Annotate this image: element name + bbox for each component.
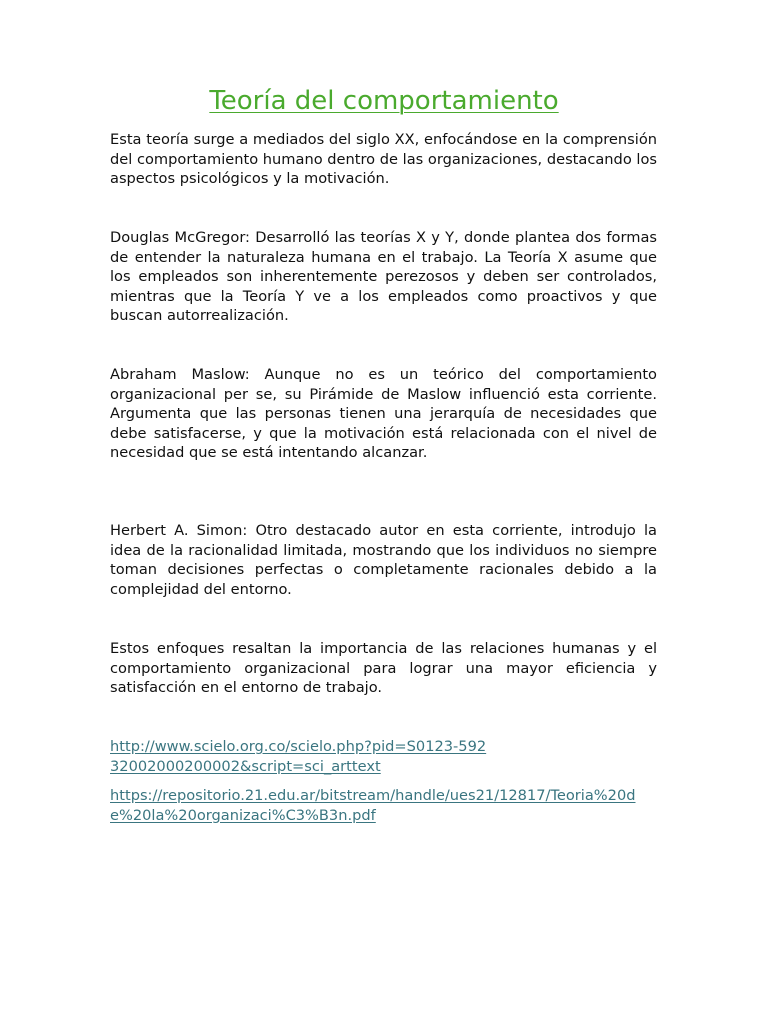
repositorio-link[interactable]: https://repositorio.21.edu.ar/bitstream/handle/ues21/12817/Teoria%20de%20la%20organizaci%C3%B3n.pdf (110, 787, 636, 824)
simon-paragraph: Herbert A. Simon: Otro destacado autor en esta corriente, introdujo la idea de la racionalidad limitada, mostrando que los individuos no siempre toman decisiones perfectas o completamente racionales debido a la complejidad del entorno. (110, 522, 657, 598)
mcgregor-paragraph: Douglas McGregor: Desarrolló las teorías X y Y, donde plantea dos formas de entender la naturaleza humana en el trabajo. La Teoría X asume que los empleados son inherentemente perezosos y deben ser controlados, mientras que la Teoría Y ve a los empleados como proactivos y que buscan autorrealización. (110, 229, 657, 325)
page-title: Teoría del comportamiento (209, 86, 559, 116)
maslow-paragraph: Abraham Maslow: Aunque no es un teórico del comportamiento organizacional per se, su Pirámide de Maslow influenció esta corriente. Argumenta que las personas tienen una jerarquía de necesidades que debe satisfacerse, y que la motivación está relacionada con el nivel de necesidad que se está intentando alcanzar. (110, 366, 657, 462)
intro-paragraph: Esta teoría surge a mediados del siglo XX, enfocándose en la comprensión del comportamiento humano dentro de las organizaciones, destacando los aspectos psicológicos y la motivación. (110, 131, 657, 188)
conclusion-paragraph: Estos enfoques resaltan la importancia de las relaciones humanas y el comportamiento organizacional para lograr una mayor eficiencia y satisfacción en el entorno de trabajo. (110, 640, 657, 697)
scielo-link[interactable]: http://www.scielo.org.co/scielo.php?pid=S0123-59232002000200002&script=sci_arttext (110, 738, 487, 775)
